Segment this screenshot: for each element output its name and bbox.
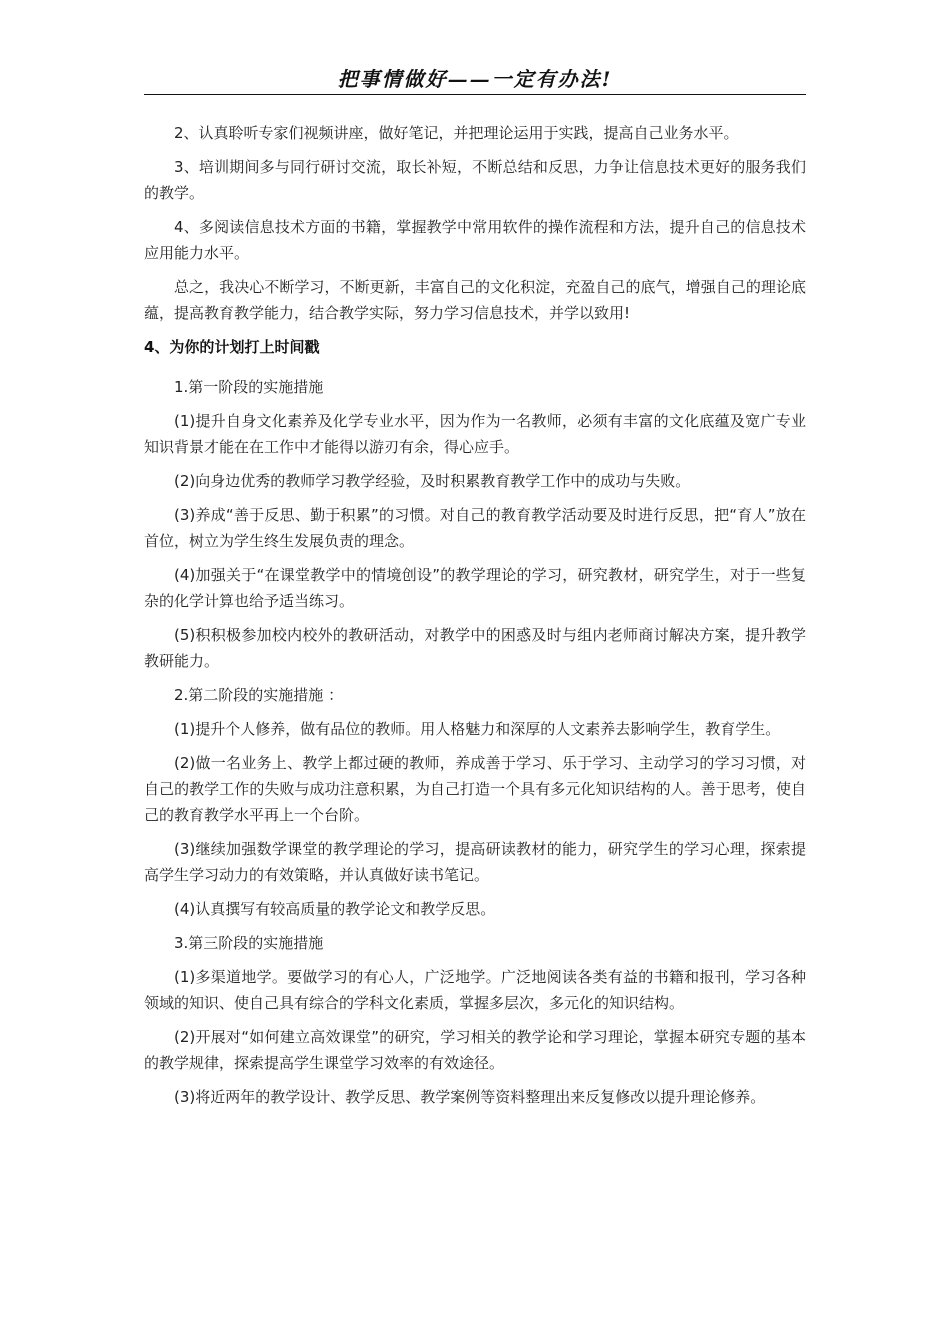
paragraph: 总之，我决心不断学习，不断更新，丰富自己的文化积淀，充盈自己的底气，增强自己的理论底蕴，提高教育教学能力，结合教学实际，努力学习信息技术，并学以致用! <box>144 278 806 322</box>
header-title: 把事情做好——一定有办法! <box>337 67 613 91</box>
document-body <box>144 120 806 1118</box>
paragraph: (2)开展对“如何建立高效课堂”的研究，学习相关的教学论和学习理论，掌握本研究专题的基本的教学规律，探索提高学生课堂学习效率的有效途径。 <box>144 1028 806 1072</box>
paragraph: (1)多渠道地学。要做学习的有心人，广泛地学。广泛地阅读各类有益的书籍和报刊，学习各种领域的知识、使自己具有综合的学科文化素质，掌握多层次，多元化的知识结构。 <box>144 968 806 1012</box>
paragraph: (3)养成“善于反思、勤于积累”的习惯。对自己的教育教学活动要及时进行反思，把“育人”放在首位，树立为学生终生发展负责的理念。 <box>144 506 806 550</box>
paragraph: (4)认真撰写有较高质量的教学论文和教学反思。 <box>174 900 496 918</box>
paragraph: (1)提升自身文化素养及化学专业水平，因为作为一名教师，必须有丰富的文化底蕴及宽广专业知识背景才能在在工作中才能得以游刃有余，得心应手。 <box>144 412 806 456</box>
stage-heading: 1.第一阶段的实施措施 <box>174 378 324 396</box>
stage-heading: 3.第三阶段的实施措施 <box>174 934 324 952</box>
paragraph: (4)加强关于“在课堂教学中的情境创设”的教学理论的学习，研究教材，研究学生，对于一些复杂的化学计算也给予适当练习。 <box>144 566 806 610</box>
stage-heading: 2.第二阶段的实施措施 ： <box>174 686 344 704</box>
paragraph: 4、多阅读信息技术方面的书籍，掌握教学中常用软件的操作流程和方法，提升自己的信息技术应用能力水平。 <box>144 218 806 262</box>
paragraph: (3)继续加强数学课堂的教学理论的学习，提高研读教材的能力，研究学生的学习心理，探索提高学生学习动力的有效策略，并认真做好读书笔记。 <box>144 840 806 884</box>
page-header <box>144 66 806 95</box>
paragraph: 2、认真聆听专家们视频讲座，做好笔记，并把理论运用于实践，提高自己业务水平。 <box>174 124 739 142</box>
section-heading: 4、为你的计划打上时间戳 <box>144 338 320 356</box>
paragraph: 3、培训期间多与同行研讨交流，取长补短，不断总结和反思，力争让信息技术更好的服务我们的教学。 <box>144 158 806 202</box>
paragraph: (1)提升个人修养，做有品位的教师。用人格魅力和深厚的人文素养去影响学生，教育学生。 <box>174 720 781 738</box>
paragraph: (2)向身边优秀的教师学习教学经验，及时积累教育教学工作中的成功与失败。 <box>174 472 691 490</box>
paragraph: (5)积积极参加校内校外的教研活动，对教学中的困惑及时与组内老师商讨解决方案，提升教学教研能力。 <box>144 626 806 670</box>
paragraph: (3)将近两年的教学设计、教学反思、教学案例等资料整理出来反复修改以提升理论修养。 <box>174 1088 766 1106</box>
paragraph: (2)做一名业务上、教学上都过硬的教师，养成善于学习、乐于学习、主动学习的学习习惯，对自己的教学工作的失败与成功注意积累，为自己打造一个具有多元化知识结构的人。善于思考，使自己的教育教学水平再上一个台阶。 <box>144 754 806 824</box>
